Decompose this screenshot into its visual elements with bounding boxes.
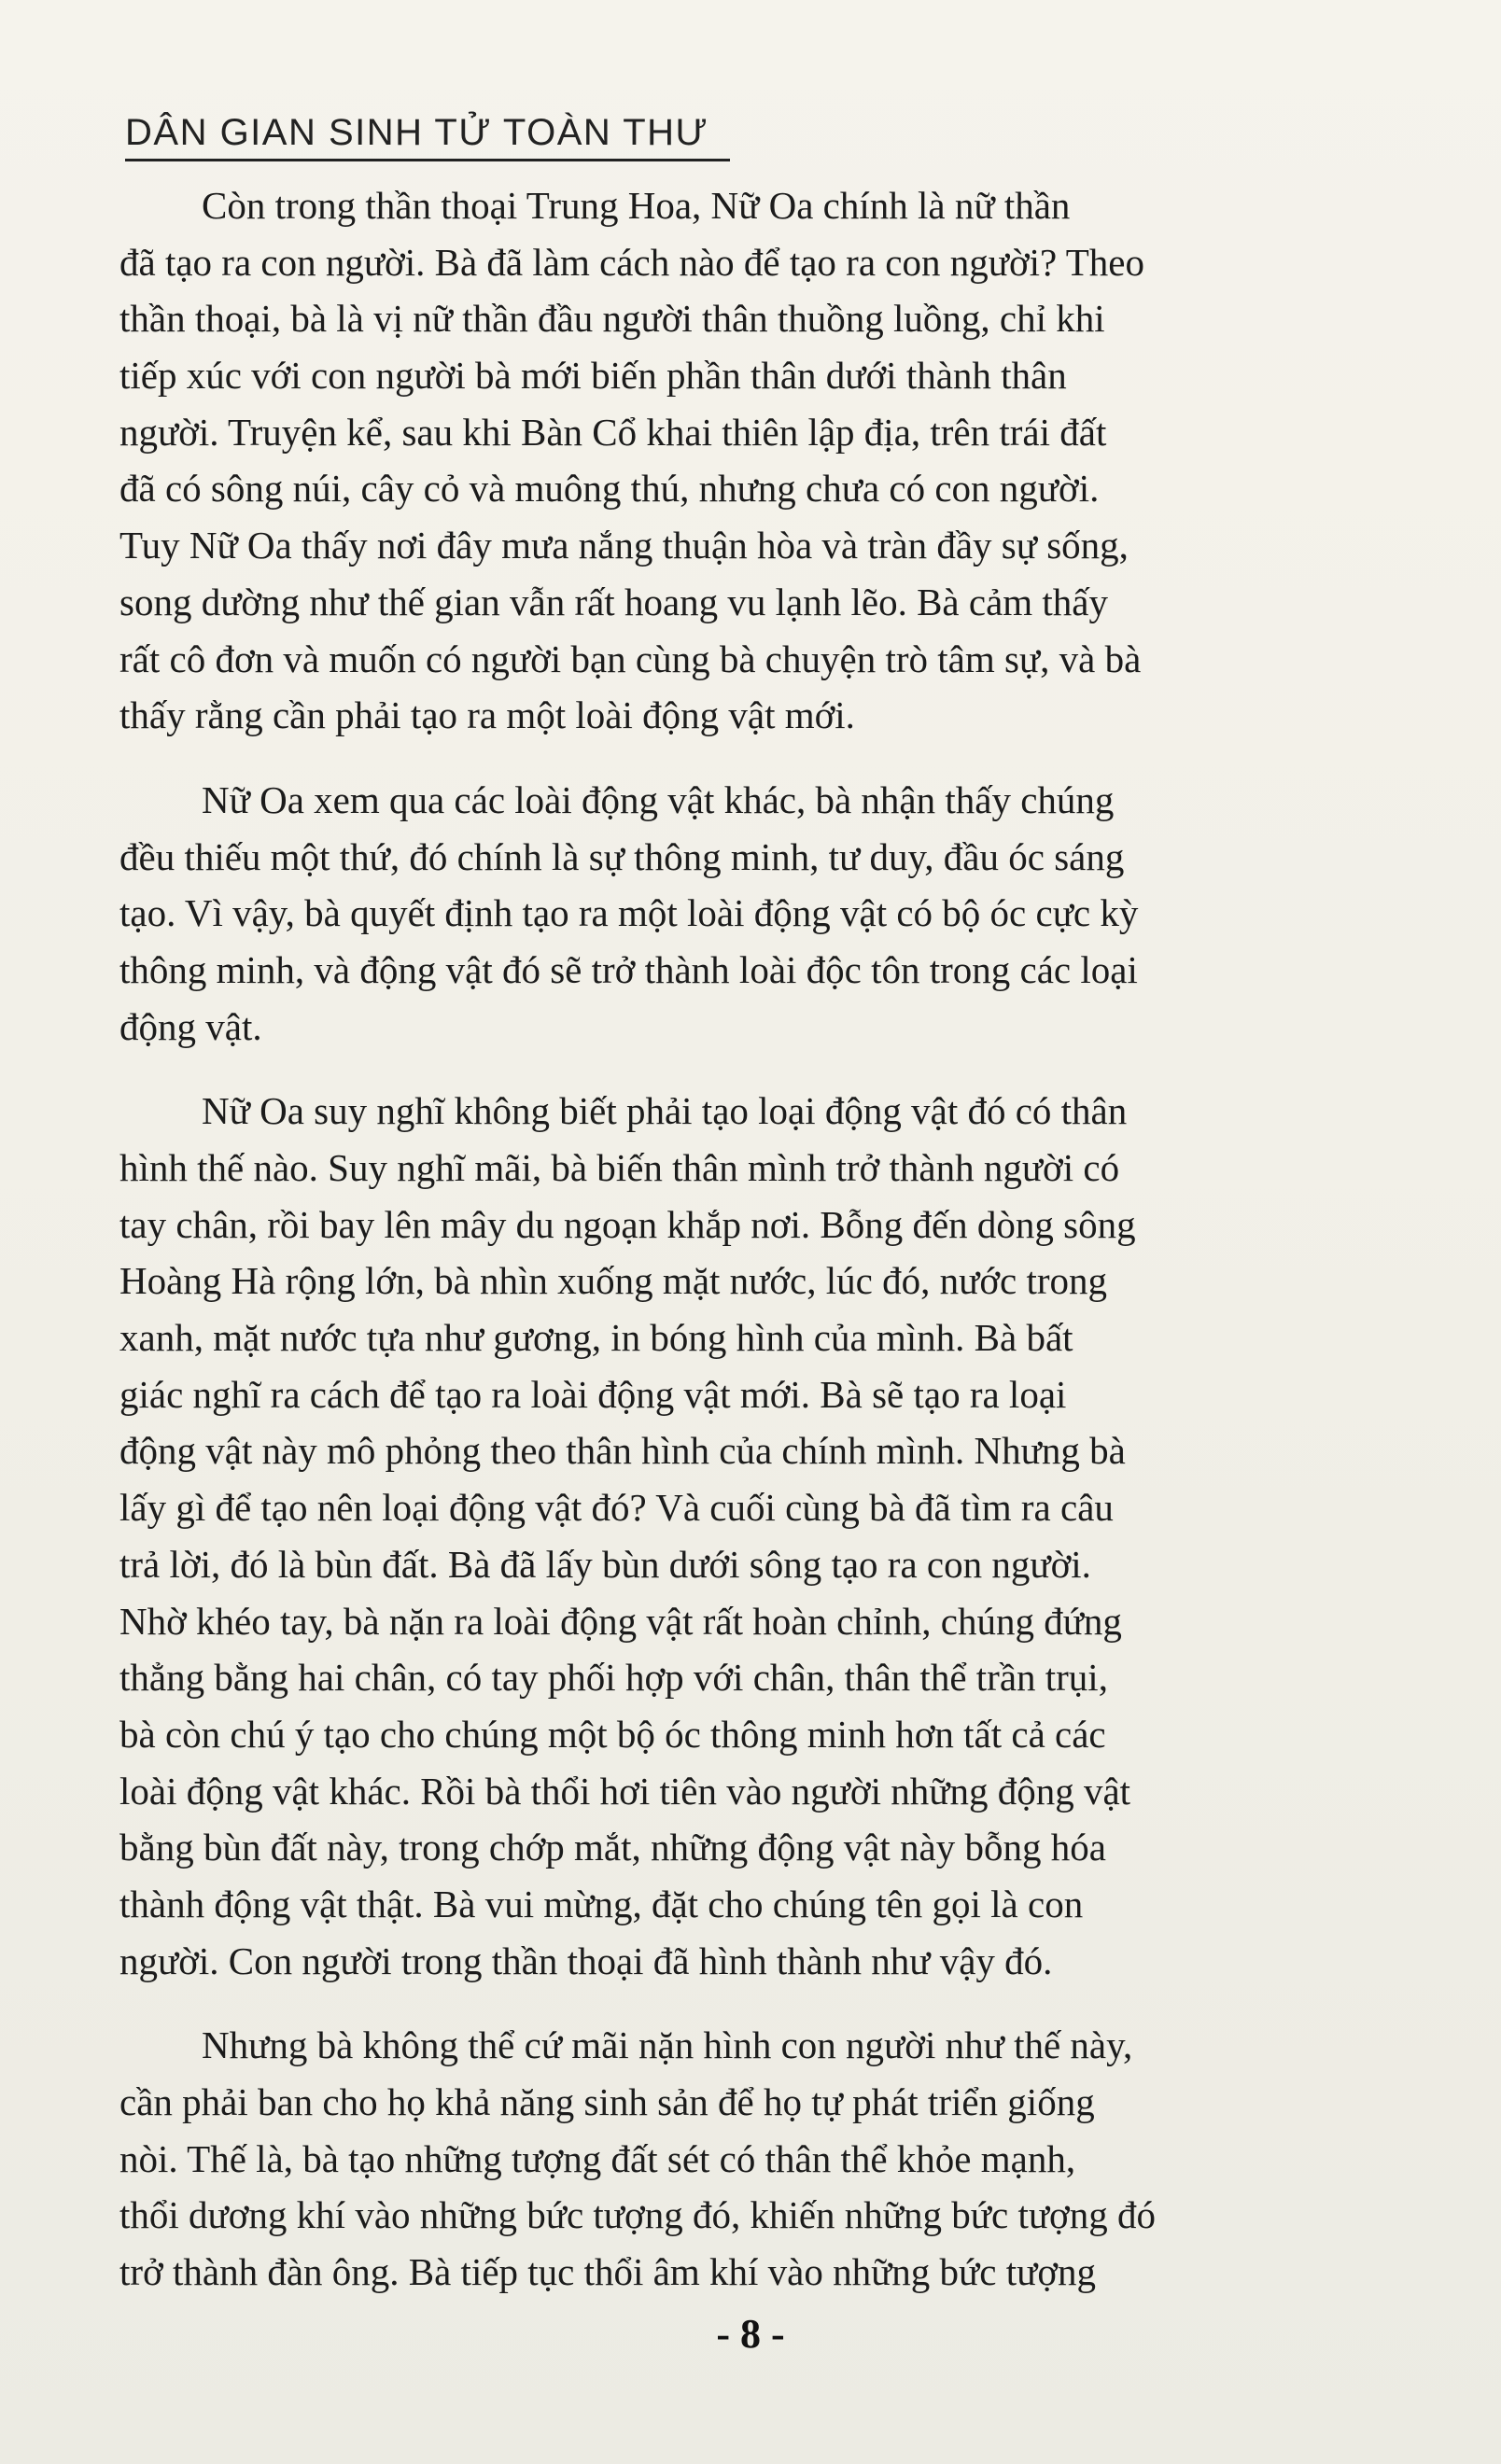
text-line: thần thoại, bà là vị nữ thần đầu người thân thuồng luồng, chỉ khi	[119, 297, 1105, 341]
text-line: Hoàng Hà rộng lớn, bà nhìn xuống mặt nước, lúc đó, nước trong	[119, 1259, 1107, 1303]
text-line: hình thế nào. Suy nghĩ mãi, bà biến thân mình trở thành người có	[119, 1146, 1120, 1189]
text-line: thông minh, và động vật đó sẽ trở thành loài độc tôn trong các loại	[119, 947, 1138, 991]
body-text	[119, 177, 1389, 2301]
text-line: tay chân, rồi bay lên mây du ngoạn khắp nơi. Bỗng đến dòng sông	[119, 1202, 1136, 1246]
text-line: rất cô đơn và muốn có người bạn cùng bà chuyện trò tâm sự, và bà	[119, 637, 1142, 680]
text-line: tiếp xúc với con người bà mới biến phần thân dưới thành thân	[119, 354, 1067, 398]
text-line: bà còn chú ý tạo cho chúng một bộ óc thông minh hơn tất cả các	[119, 1712, 1106, 1756]
text-line: người. Con người trong thần thoại đã hình thành như vậy đó.	[119, 1939, 1053, 1982]
text-line: Nữ Oa suy nghĩ không biết phải tạo loại động vật đó có thân	[202, 1089, 1128, 1133]
text-line: bằng bùn đất này, trong chớp mắt, những động vật này bỗng hóa	[119, 1826, 1106, 1869]
text-line: Tuy Nữ Oa thấy nơi đây mưa nắng thuận hòa và tràn đầy sự sống,	[119, 524, 1129, 567]
text-line: động vật này mô phỏng theo thân hình của chính mình. Nhưng bà	[119, 1429, 1126, 1473]
text-line: lấy gì để tạo nên loại động vật đó? Và cuối cùng bà đã tìm ra câu	[119, 1486, 1114, 1530]
text-line: đã có sông núi, cây cỏ và muông thú, nhưng chưa có con người.	[119, 467, 1100, 511]
text-line: Nhưng bà không thể cứ mãi nặn hình con người như thế này,	[202, 2023, 1133, 2067]
paragraph-gap	[119, 1055, 1389, 1083]
page-number: - 8 -	[716, 2311, 785, 2357]
text-line: tạo. Vì vậy, bà quyết định tạo ra một loài động vật có bộ óc cực kỳ	[119, 891, 1139, 935]
text-line: đều thiếu một thứ, đó chính là sự thông minh, tư duy, đầu óc sáng	[119, 834, 1125, 878]
text-line: trở thành đàn ông. Bà tiếp tục thổi âm khí vào những bức tượng	[119, 2250, 1097, 2294]
text-line: đã tạo ra con người. Bà đã làm cách nào để tạo ra con người? Theo	[119, 240, 1144, 284]
text-line: thành động vật thật. Bà vui mừng, đặt cho chúng tên gọi là con	[119, 1882, 1084, 1925]
paragraph	[119, 1083, 1389, 1989]
running-header	[125, 110, 732, 161]
header-underline	[125, 159, 730, 161]
text-line: nòi. Thế là, bà tạo những tượng đất sét có thân thể khỏe mạnh,	[119, 2136, 1076, 2180]
paragraph	[119, 177, 1389, 744]
text-line: Còn trong thần thoại Trung Hoa, Nữ Oa chính là nữ thần	[202, 184, 1071, 227]
text-line: thổi dương khí vào những bức tượng đó, khiến những bức tượng đó	[119, 2193, 1156, 2237]
text-line: động vật.	[119, 1004, 262, 1048]
running-header-title: DÂN GIAN SINH TỬ TOÀN THƯ	[125, 112, 709, 153]
text-line: người. Truyện kể, sau khi Bàn Cổ khai thiên lập địa, trên trái đất	[119, 410, 1107, 454]
text-line: Nhờ khéo tay, bà nặn ra loài động vật rất hoàn chỉnh, chúng đứng	[119, 1599, 1122, 1643]
text-line: thấy rằng cần phải tạo ra một loài động vật mới.	[119, 693, 855, 737]
text-line: thẳng bằng hai chân, có tay phối hợp với chân, thân thể trần trụi,	[119, 1656, 1108, 1700]
text-line: song dường như thế gian vẫn rất hoang vu lạnh lẽo. Bà cảm thấy	[119, 580, 1108, 623]
paragraph	[119, 772, 1389, 1055]
text-line: Nữ Oa xem qua các loài động vật khác, bà nhận thấy chúng	[202, 777, 1115, 821]
text-line: trả lời, đó là bùn đất. Bà đã lấy bùn dưới sông tạo ra con người.	[119, 1542, 1091, 1586]
paragraph-gap	[119, 1989, 1389, 2017]
text-line: cần phải ban cho họ khả năng sinh sản để họ tự phát triển giống	[119, 2080, 1095, 2123]
text-line: xanh, mặt nước tựa như gương, in bóng hình của mình. Bà bất	[119, 1316, 1073, 1360]
text-line: giác nghĩ ra cách để tạo ra loài động vật mới. Bà sẽ tạo ra loại	[119, 1372, 1067, 1416]
text-line: loài động vật khác. Rồi bà thổi hơi tiên vào người những động vật	[119, 1769, 1131, 1813]
paragraph-gap	[119, 744, 1389, 772]
paragraph	[119, 2017, 1389, 2300]
